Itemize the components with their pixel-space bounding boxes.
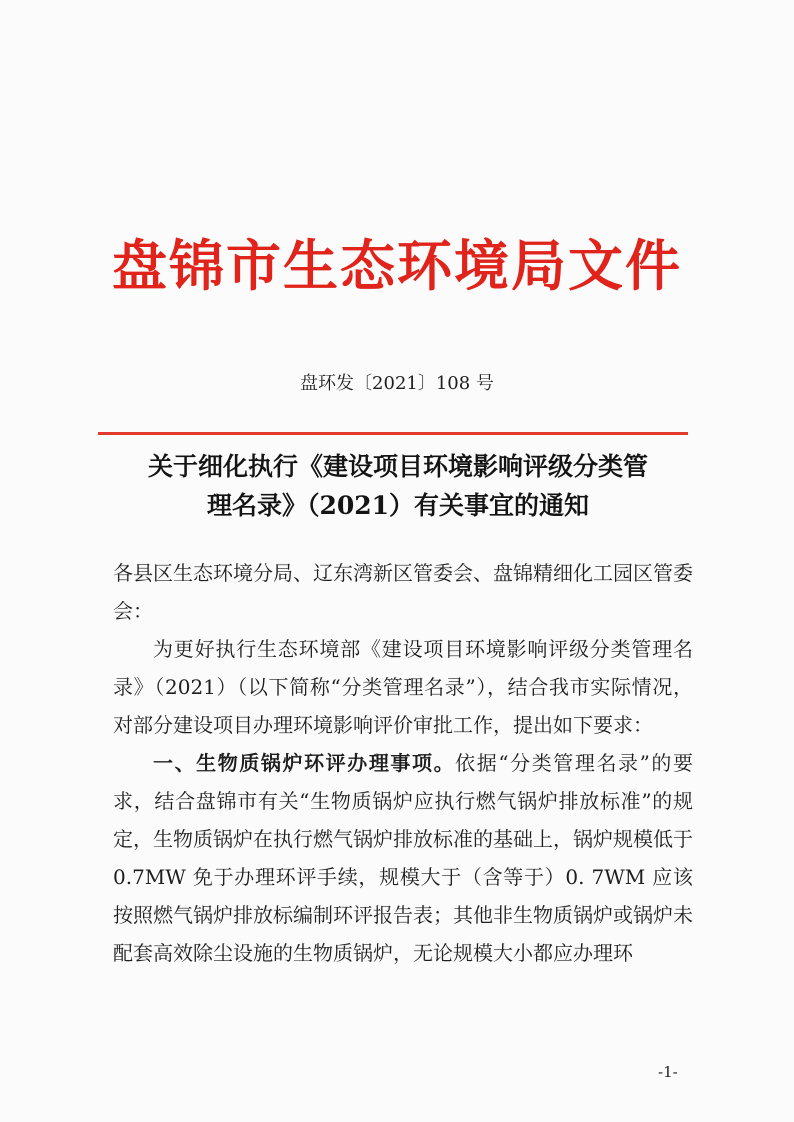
page-number: -1- bbox=[658, 1063, 678, 1081]
item-1-heading: 一、生物质锅炉环评办理事项。 bbox=[153, 751, 456, 775]
red-divider-line bbox=[98, 432, 688, 435]
intro-paragraph: 为更好执行生态环境部《建设项目环境影响评级分类管理名录》（2021）（以下简称“分类管理名录”），结合我市实际情况，对部分建设项目办理环境影响评价审批工作，提出如下要求： bbox=[113, 637, 693, 737]
masthead-title: 盘锦市生态环境局文件 bbox=[111, 234, 682, 298]
notice-title-line-1: 关于细化执行《建设项目环境影响评级分类管 bbox=[147, 452, 648, 481]
document-number: 盘环发〔2021〕108 号 bbox=[300, 373, 494, 394]
notice-title-line-2: 理名录》（2021）有关事宜的通知 bbox=[206, 491, 590, 520]
document-body bbox=[113, 554, 693, 972]
item-1-paragraph bbox=[113, 744, 693, 972]
recipients-paragraph: 各县区生态环境分局、辽东湾新区管委会、盘锦精细化工园区管委会： bbox=[113, 561, 693, 623]
notice-title bbox=[98, 447, 698, 525]
item-1-body: 依据“分类管理名录”的要求，结合盘锦市有关“生物质锅炉应执行燃气锅炉排放标准”的规定，生物质锅炉在执行燃气锅炉排放标准的基础上，锅炉规模低于 0.7MW 免于办理环评手续，规模大于（含等于）0. 7WM 应该按照燃气锅炉排放标编制环评报告表；其他非生物质锅炉或锅炉未配套高效除尘设施的生物质锅炉，无论规模大小都应办理环 bbox=[113, 751, 694, 965]
